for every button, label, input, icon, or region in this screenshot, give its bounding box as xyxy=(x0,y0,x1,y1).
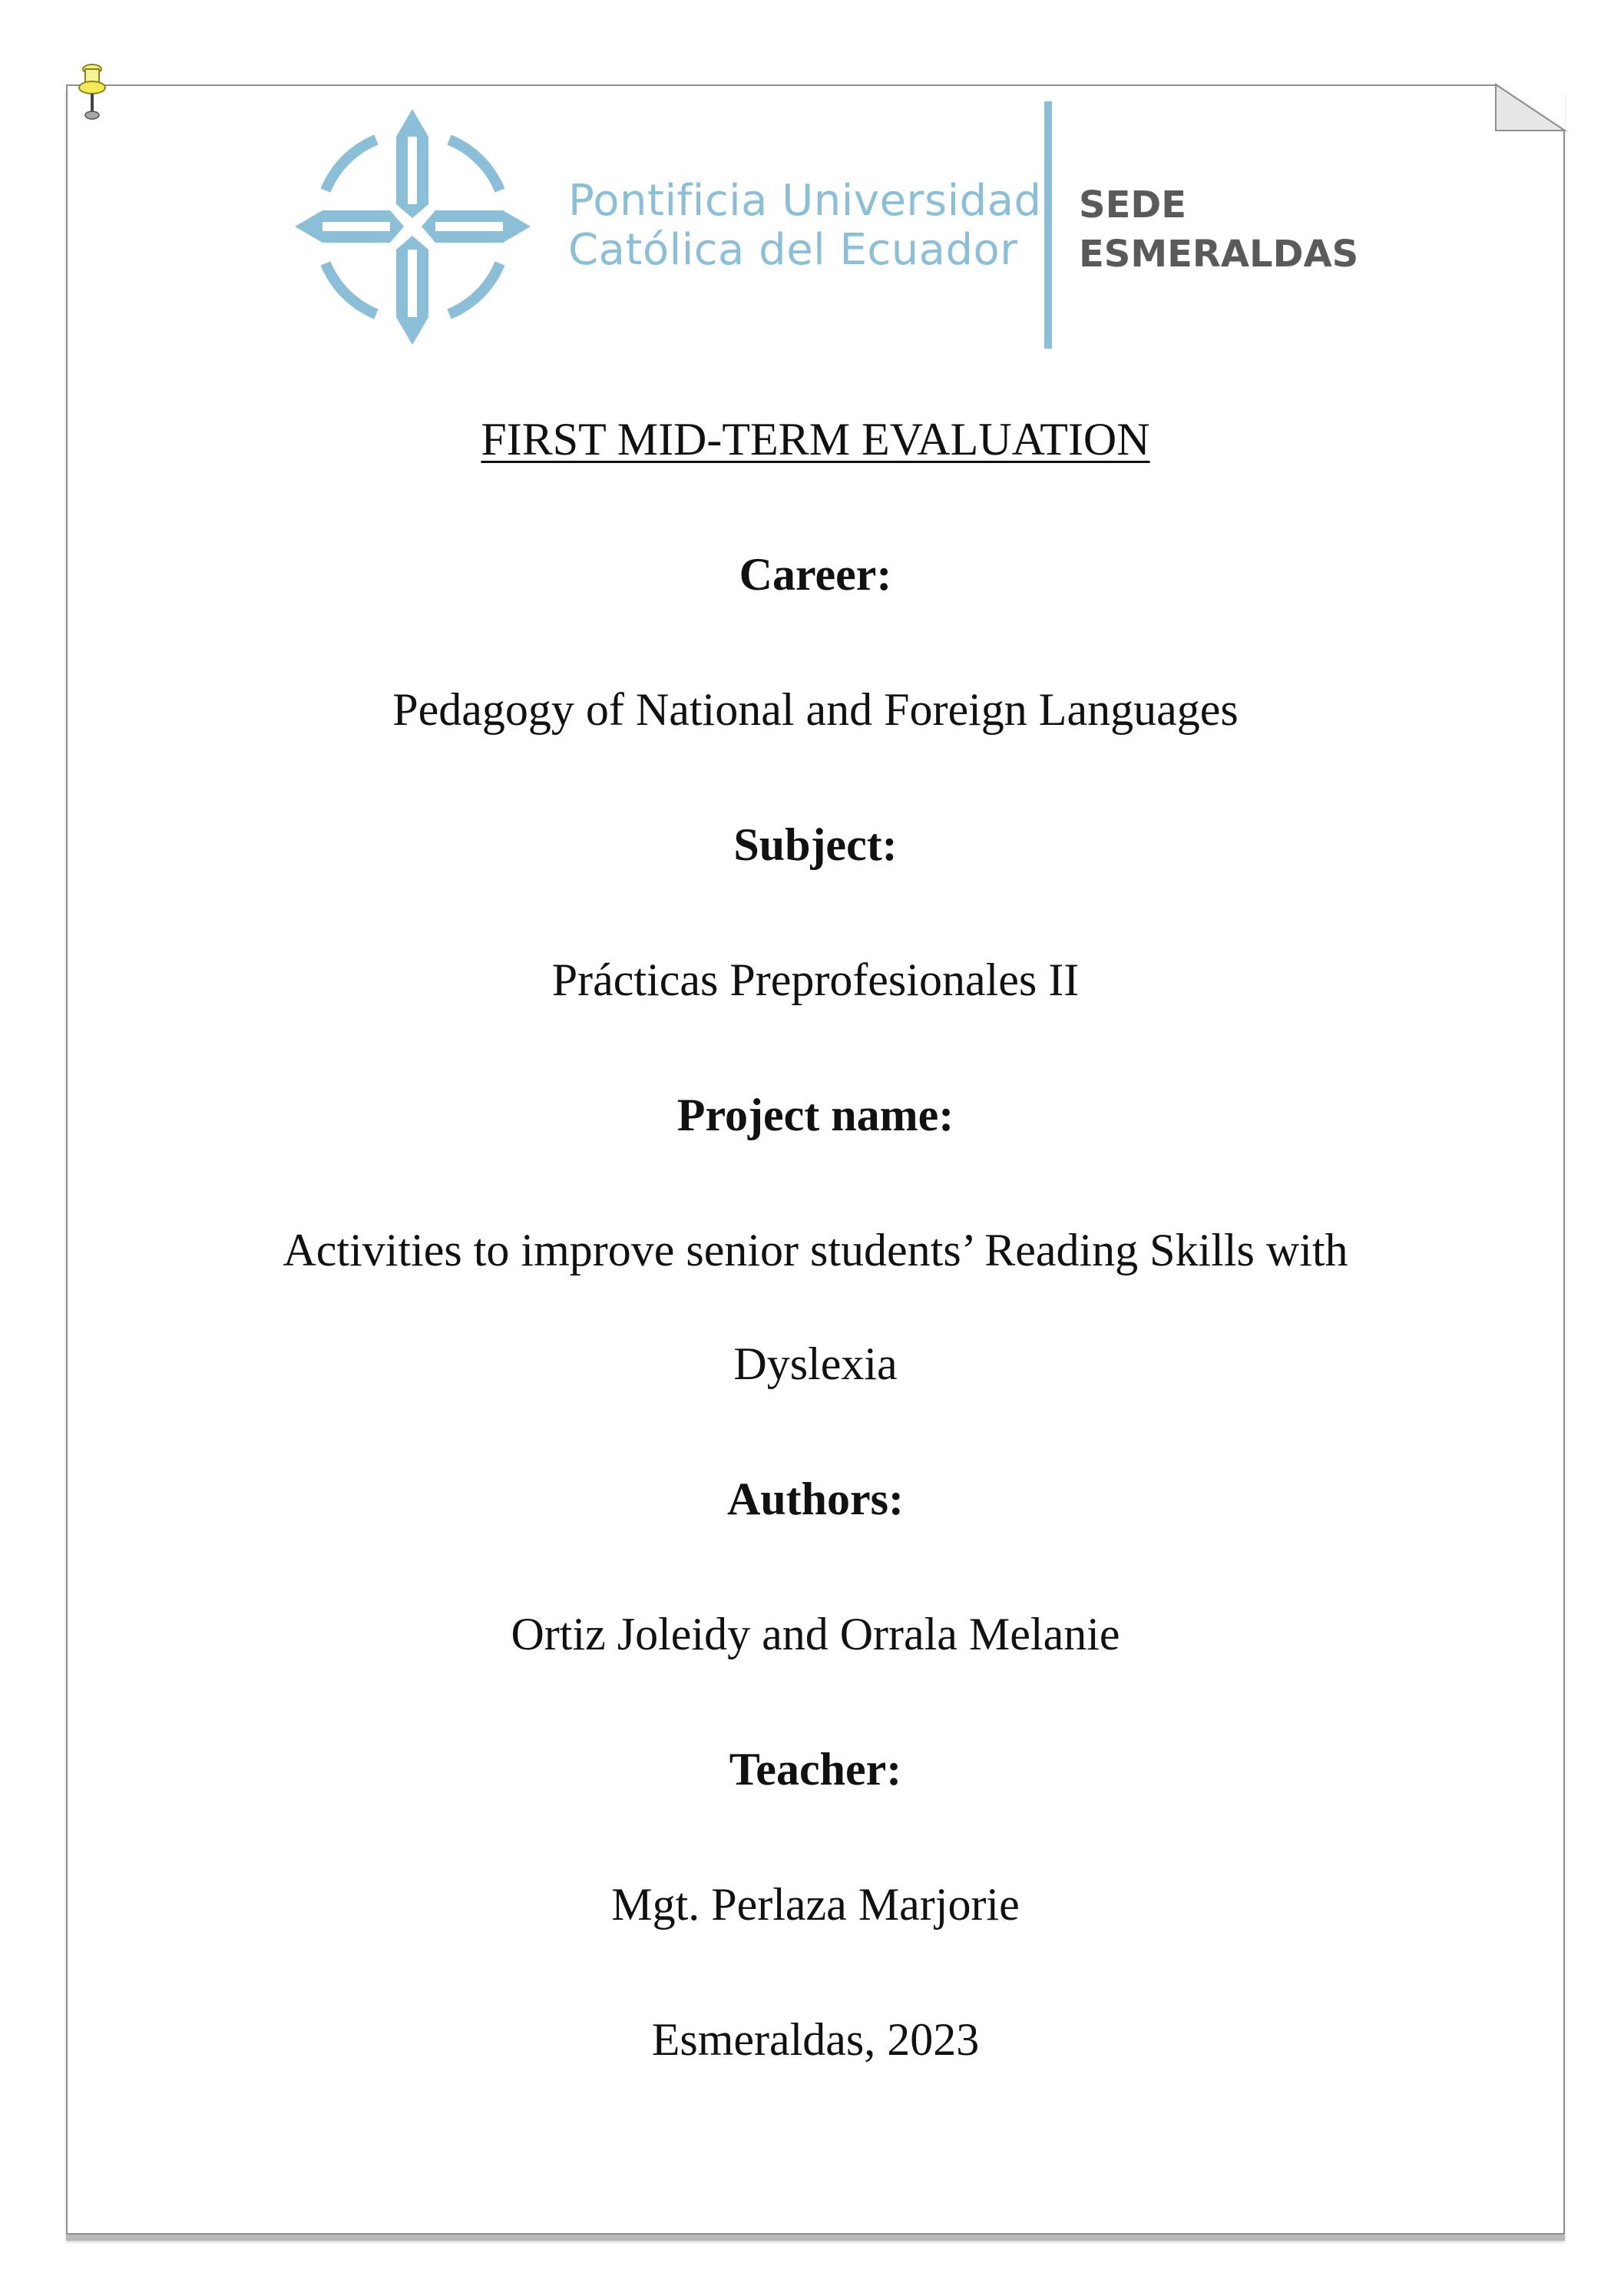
folded-corner-icon xyxy=(1496,84,1565,131)
university-logo xyxy=(292,100,1359,353)
institution-name-line-1: Pontificia Universidad xyxy=(568,176,1042,226)
campus-name-line-1: SEDE xyxy=(1079,184,1186,227)
project-value-line-1: Activities to improve senior students’ Reading Skills with xyxy=(283,1225,1348,1275)
campus-name xyxy=(1079,180,1358,279)
career-heading: Career: xyxy=(739,549,892,600)
university-emblem-icon xyxy=(292,106,534,348)
project-heading: Project name: xyxy=(676,1090,954,1140)
project-value-line-2: Dyslexia xyxy=(733,1338,898,1389)
logo-divider xyxy=(1044,101,1052,349)
teacher-heading: Teacher: xyxy=(729,1744,902,1795)
institution-name xyxy=(568,177,1042,275)
document-title-row xyxy=(66,412,1565,467)
document-title: FIRST MID-TERM EVALUATION xyxy=(481,414,1150,465)
institution-name-line-2: Católica del Ecuador xyxy=(568,225,1018,275)
subject-heading: Subject: xyxy=(733,819,898,870)
career-value: Pedagogy of National and Foreign Languages xyxy=(392,684,1239,735)
teacher-value: Mgt. Perlaza Marjorie xyxy=(611,1879,1020,1930)
authors-heading: Authors: xyxy=(726,1474,904,1524)
pushpin-icon xyxy=(77,63,107,124)
subject-value: Prácticas Preprofesionales II xyxy=(551,954,1080,1005)
place-date: Esmeraldas, 2023 xyxy=(651,2014,980,2065)
campus-name-line-2: ESMERALDAS xyxy=(1079,233,1359,276)
authors-value: Ortiz Joleidy and Orrala Melanie xyxy=(511,1609,1120,1659)
